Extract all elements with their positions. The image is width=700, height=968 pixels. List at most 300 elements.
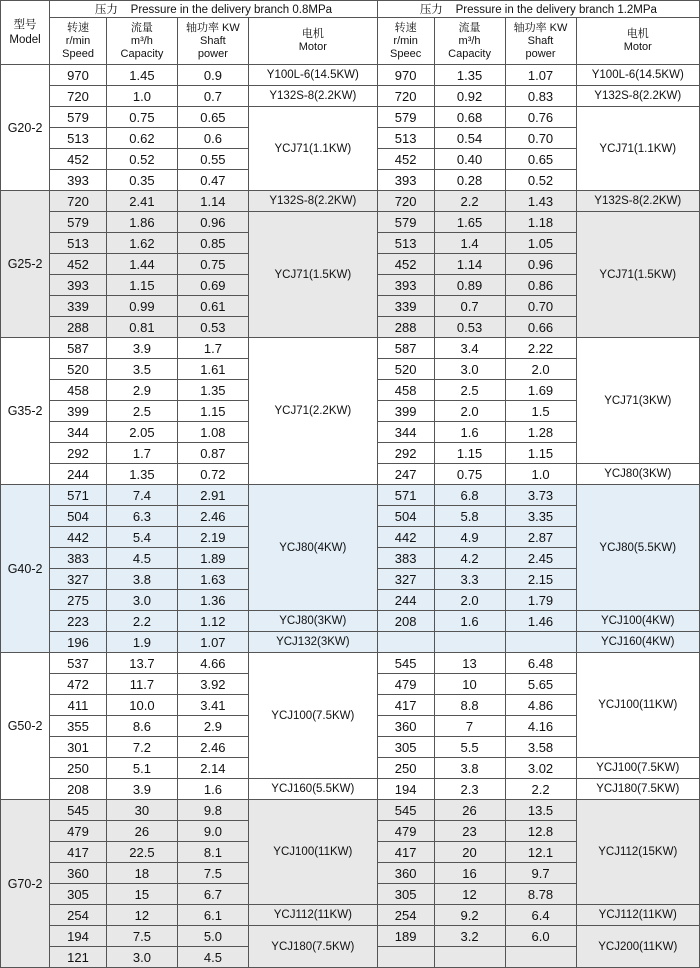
left-motor-cell: YCJ71(1.1KW) (248, 107, 377, 191)
right-speed-cell: 579 (377, 107, 434, 128)
column-header-row (1, 18, 700, 65)
left-speed-cell: 970 (50, 65, 107, 86)
column-header-text: Motor (298, 41, 327, 53)
left-shaft-power-cell: 2.91 (177, 485, 248, 506)
table-row (1, 485, 700, 506)
left-speed-cell: 244 (50, 464, 107, 485)
left-capacity-cell: 8.6 (106, 716, 177, 737)
right-speed-cell: 417 (377, 842, 434, 863)
left-capacity-cell: 0.62 (106, 128, 177, 149)
left-speed-cell: 479 (50, 821, 107, 842)
left-shaft-power-cell: 1.07 (177, 632, 248, 653)
right-motor-cell: Y100L-6(14.5KW) (576, 65, 699, 86)
left-capacity-cell: 13.7 (106, 653, 177, 674)
left-capacity-cell: 5.4 (106, 527, 177, 548)
right-speed-cell: 579 (377, 212, 434, 233)
right-capacity-cell: 7 (434, 716, 505, 737)
column-header-text: Capacity (448, 47, 491, 60)
left-shaft-power-cell: 5.0 (177, 926, 248, 947)
left-motor-cell: YCJ71(1.5KW) (248, 212, 377, 338)
column-header-text: r/min (393, 34, 418, 47)
right-motor-cell: YCJ71(1.1KW) (576, 107, 699, 191)
left-shaft-power-cell: 0.69 (177, 275, 248, 296)
right-shaft-power-cell: 12.1 (505, 842, 576, 863)
right-speed-cell: 417 (377, 695, 434, 716)
table-row (1, 65, 700, 86)
left-shaft-power-cell: 0.53 (177, 317, 248, 338)
left-speed-cell: 194 (50, 926, 107, 947)
right-shaft-power-cell: 3.02 (505, 758, 576, 779)
left-speed-cell: 411 (50, 695, 107, 716)
left-speed-cell: 579 (50, 212, 107, 233)
right-speed-cell: 571 (377, 485, 434, 506)
left-speed-cell: 254 (50, 905, 107, 926)
left-shaft-power-cell: 0.7 (177, 86, 248, 107)
right-shaft-power-cell: 0.70 (505, 296, 576, 317)
right-capacity-cell: 0.89 (434, 275, 505, 296)
right-capacity-cell: 1.6 (434, 422, 505, 443)
table-row (1, 800, 700, 821)
right-capacity-cell: 3.2 (434, 926, 505, 947)
right-capacity-cell: 4.9 (434, 527, 505, 548)
left-speed-cell: 537 (50, 653, 107, 674)
model-cell: G25-2 (1, 191, 50, 338)
right-capacity-cell: 3.8 (434, 758, 505, 779)
left-speed-cell: 504 (50, 506, 107, 527)
right-speed-cell: 545 (377, 800, 434, 821)
right-capacity-cell: 5.5 (434, 737, 505, 758)
left-shaft-power-cell: 1.7 (177, 338, 248, 359)
right-capacity-cell: 3.4 (434, 338, 505, 359)
right-speed-cell: 452 (377, 254, 434, 275)
right-speed-cell: 442 (377, 527, 434, 548)
right-column-header-0 (377, 18, 434, 65)
right-speed-cell: 292 (377, 443, 434, 464)
right-shaft-power-cell: 0.52 (505, 170, 576, 191)
right-capacity-cell: 0.28 (434, 170, 505, 191)
left-capacity-cell: 26 (106, 821, 177, 842)
model-cell: G20-2 (1, 65, 50, 191)
left-shaft-power-cell: 1.36 (177, 590, 248, 611)
right-motor-cell: YCJ160(4KW) (576, 632, 699, 653)
column-header-text: m³/h (130, 34, 153, 47)
pressure-header-row (1, 1, 700, 18)
left-capacity-cell: 0.35 (106, 170, 177, 191)
left-speed-cell: 288 (50, 317, 107, 338)
left-capacity-cell: 3.9 (106, 338, 177, 359)
right-speed-cell: 479 (377, 674, 434, 695)
right-shaft-power-cell: 3.58 (505, 737, 576, 758)
right-capacity-cell: 1.4 (434, 233, 505, 254)
left-shaft-power-cell: 0.6 (177, 128, 248, 149)
left-shaft-power-cell: 0.55 (177, 149, 248, 170)
left-speed-cell: 360 (50, 863, 107, 884)
left-capacity-cell: 2.9 (106, 380, 177, 401)
left-speed-cell: 520 (50, 359, 107, 380)
left-motor-cell: YCJ71(2.2KW) (248, 338, 377, 485)
right-shaft-power-cell: 1.15 (505, 443, 576, 464)
left-capacity-cell: 3.5 (106, 359, 177, 380)
right-motor-cell: YCJ112(15KW) (576, 800, 699, 905)
left-capacity-cell: 2.05 (106, 422, 177, 443)
left-speed-cell: 393 (50, 170, 107, 191)
left-capacity-cell: 1.35 (106, 464, 177, 485)
table-row (1, 905, 700, 926)
right-speed-cell: 327 (377, 569, 434, 590)
model-header (1, 1, 50, 65)
left-shaft-power-cell: 0.75 (177, 254, 248, 275)
right-capacity-cell: 0.92 (434, 86, 505, 107)
left-column-header-0 (50, 18, 107, 65)
left-speed-cell: 208 (50, 779, 107, 800)
right-speed-cell: 513 (377, 233, 434, 254)
right-shaft-power-cell: 1.28 (505, 422, 576, 443)
left-speed-cell: 196 (50, 632, 107, 653)
column-header-text: 流量 (458, 21, 481, 34)
right-speed-cell: 520 (377, 359, 434, 380)
left-speed-cell: 571 (50, 485, 107, 506)
left-capacity-cell: 6.3 (106, 506, 177, 527)
left-shaft-power-cell: 6.7 (177, 884, 248, 905)
right-motor-cell: YCJ71(1.5KW) (576, 212, 699, 338)
right-shaft-power-cell: 1.0 (505, 464, 576, 485)
right-speed-cell: 393 (377, 275, 434, 296)
left-motor-cell: YCJ132(3KW) (248, 632, 377, 653)
model-cell: G35-2 (1, 338, 50, 485)
left-capacity-cell: 0.75 (106, 107, 177, 128)
left-shaft-power-cell: 0.47 (177, 170, 248, 191)
left-speed-cell: 513 (50, 233, 107, 254)
left-speed-cell: 393 (50, 275, 107, 296)
left-capacity-cell: 11.7 (106, 674, 177, 695)
right-shaft-power-cell: 1.05 (505, 233, 576, 254)
column-header-text: 转速 (67, 21, 90, 34)
right-speed-cell: 383 (377, 548, 434, 569)
right-speed-cell: 244 (377, 590, 434, 611)
right-motor-cell: Y132S-8(2.2KW) (576, 86, 699, 107)
right-capacity-cell: 1.14 (434, 254, 505, 275)
right-pressure-header (377, 1, 699, 18)
column-header-text: power (525, 47, 556, 60)
right-motor-cell: YCJ180(7.5KW) (576, 779, 699, 800)
column-header-text: 轴功率 KW (186, 21, 240, 34)
right-capacity-cell: 0.75 (434, 464, 505, 485)
right-speed-cell: 513 (377, 128, 434, 149)
right-shaft-power-cell: 0.65 (505, 149, 576, 170)
left-motor-cell: YCJ100(11KW) (248, 800, 377, 905)
right-capacity-cell: 9.2 (434, 905, 505, 926)
left-capacity-cell: 3.9 (106, 779, 177, 800)
left-speed-cell: 579 (50, 107, 107, 128)
left-capacity-cell: 1.7 (106, 443, 177, 464)
right-capacity-cell: 1.15 (434, 443, 505, 464)
right-shaft-power-cell: 2.87 (505, 527, 576, 548)
right-shaft-power-cell: 2.2 (505, 779, 576, 800)
left-capacity-cell: 7.2 (106, 737, 177, 758)
column-header-text: Motor (623, 41, 652, 53)
table-row (1, 86, 700, 107)
right-shaft-power-cell: 8.78 (505, 884, 576, 905)
right-motor-cell: YCJ71(3KW) (576, 338, 699, 464)
right-capacity-cell: 2.0 (434, 401, 505, 422)
left-shaft-power-cell: 1.08 (177, 422, 248, 443)
left-column-header-2 (177, 18, 248, 65)
model-cell: G70-2 (1, 800, 50, 968)
left-capacity-cell: 2.5 (106, 401, 177, 422)
right-speed-cell: 250 (377, 758, 434, 779)
right-speed-cell: 720 (377, 191, 434, 212)
right-capacity-cell: 2.0 (434, 590, 505, 611)
left-motor-cell: YCJ112(11KW) (248, 905, 377, 926)
column-header-text: Speec (390, 47, 422, 60)
left-shaft-power-cell: 2.14 (177, 758, 248, 779)
right-shaft-power-cell: 1.69 (505, 380, 576, 401)
left-shaft-power-cell: 0.9 (177, 65, 248, 86)
left-capacity-cell: 1.15 (106, 275, 177, 296)
right-speed-cell: 339 (377, 296, 434, 317)
right-shaft-power-cell: 9.7 (505, 863, 576, 884)
left-capacity-cell: 1.62 (106, 233, 177, 254)
right-capacity-cell: 1.35 (434, 65, 505, 86)
right-speed-cell: 360 (377, 863, 434, 884)
left-shaft-power-cell: 2.9 (177, 716, 248, 737)
left-shaft-power-cell: 1.6 (177, 779, 248, 800)
left-capacity-cell: 30 (106, 800, 177, 821)
right-speed-cell: 208 (377, 611, 434, 632)
right-speed-cell: 305 (377, 737, 434, 758)
right-shaft-power-cell: 6.4 (505, 905, 576, 926)
left-capacity-cell: 1.9 (106, 632, 177, 653)
right-speed-cell: 189 (377, 926, 434, 947)
column-header-text: 轴功率 KW (513, 21, 568, 34)
right-shaft-power-cell: 0.83 (505, 86, 576, 107)
left-motor-cell: YCJ180(7.5KW) (248, 926, 377, 968)
left-shaft-power-cell: 9.0 (177, 821, 248, 842)
right-column-header-3 (576, 18, 699, 65)
right-shaft-power-cell: 1.07 (505, 65, 576, 86)
left-capacity-cell: 1.45 (106, 65, 177, 86)
table-row (1, 779, 700, 800)
table-row (1, 632, 700, 653)
left-motor-cell: YCJ100(7.5KW) (248, 653, 377, 779)
right-speed-cell: 194 (377, 779, 434, 800)
left-speed-cell: 301 (50, 737, 107, 758)
left-capacity-cell: 15 (106, 884, 177, 905)
model-header-en: Model (9, 33, 41, 46)
right-shaft-power-cell: 1.18 (505, 212, 576, 233)
column-header-text: r/min (65, 34, 91, 47)
left-shaft-power-cell: 1.15 (177, 401, 248, 422)
left-speed-cell: 250 (50, 758, 107, 779)
right-capacity-cell: 4.2 (434, 548, 505, 569)
right-shaft-power-cell: 1.5 (505, 401, 576, 422)
right-speed-cell: 970 (377, 65, 434, 86)
left-speed-cell: 339 (50, 296, 107, 317)
right-shaft-power-cell: 5.65 (505, 674, 576, 695)
column-header-text: 电机 (301, 28, 324, 40)
left-capacity-cell: 4.5 (106, 548, 177, 569)
left-speed-cell: 327 (50, 569, 107, 590)
left-shaft-power-cell: 7.5 (177, 863, 248, 884)
right-speed-cell (377, 632, 434, 653)
right-shaft-power-cell: 0.70 (505, 128, 576, 149)
left-speed-cell: 223 (50, 611, 107, 632)
right-motor-cell: YCJ100(4KW) (576, 611, 699, 632)
right-capacity-cell: 0.40 (434, 149, 505, 170)
left-speed-cell: 720 (50, 191, 107, 212)
right-shaft-power-cell: 6.0 (505, 926, 576, 947)
right-capacity-cell: 6.8 (434, 485, 505, 506)
left-capacity-cell: 3.8 (106, 569, 177, 590)
right-speed-cell: 504 (377, 506, 434, 527)
left-capacity-cell: 3.0 (106, 590, 177, 611)
left-speed-cell: 587 (50, 338, 107, 359)
right-pressure-label: Pressure in the delivery branch 1.2MPa (455, 4, 657, 16)
right-speed-cell: 288 (377, 317, 434, 338)
left-shaft-power-cell: 3.41 (177, 695, 248, 716)
left-shaft-power-cell: 2.46 (177, 506, 248, 527)
right-shaft-power-cell: 2.15 (505, 569, 576, 590)
left-shaft-power-cell: 0.65 (177, 107, 248, 128)
left-speed-cell: 355 (50, 716, 107, 737)
right-capacity-cell: 13 (434, 653, 505, 674)
left-shaft-power-cell: 1.14 (177, 191, 248, 212)
left-capacity-cell: 5.1 (106, 758, 177, 779)
left-shaft-power-cell: 1.63 (177, 569, 248, 590)
left-shaft-power-cell: 8.1 (177, 842, 248, 863)
right-shaft-power-cell: 1.43 (505, 191, 576, 212)
left-capacity-cell: 0.52 (106, 149, 177, 170)
right-capacity-cell: 12 (434, 884, 505, 905)
left-shaft-power-cell: 0.96 (177, 212, 248, 233)
column-header-text: 转速 (394, 21, 417, 34)
right-capacity-cell: 26 (434, 800, 505, 821)
column-header-text: 电机 (626, 28, 649, 40)
right-capacity-cell: 23 (434, 821, 505, 842)
left-shaft-power-cell: 9.8 (177, 800, 248, 821)
right-speed-cell: 360 (377, 716, 434, 737)
left-motor-cell: YCJ80(4KW) (248, 485, 377, 611)
right-capacity-cell: 2.5 (434, 380, 505, 401)
right-shaft-power-cell: 0.96 (505, 254, 576, 275)
right-shaft-power-cell: 3.35 (505, 506, 576, 527)
right-speed-cell: 452 (377, 149, 434, 170)
left-capacity-cell: 10.0 (106, 695, 177, 716)
right-shaft-power-cell: 3.73 (505, 485, 576, 506)
right-motor-cell: YCJ100(7.5KW) (576, 758, 699, 779)
left-speed-cell: 472 (50, 674, 107, 695)
right-speed-cell: 458 (377, 380, 434, 401)
left-motor-cell: Y132S-8(2.2KW) (248, 86, 377, 107)
right-capacity-cell: 1.6 (434, 611, 505, 632)
left-shaft-power-cell: 0.72 (177, 464, 248, 485)
left-motor-cell: Y132S-8(2.2KW) (248, 191, 377, 212)
left-speed-cell: 417 (50, 842, 107, 863)
left-speed-cell: 452 (50, 149, 107, 170)
right-speed-cell: 479 (377, 821, 434, 842)
right-motor-cell: YCJ200(11KW) (576, 926, 699, 968)
left-capacity-cell: 1.0 (106, 86, 177, 107)
right-speed-cell: 393 (377, 170, 434, 191)
left-capacity-cell: 0.99 (106, 296, 177, 317)
left-shaft-power-cell: 1.89 (177, 548, 248, 569)
left-shaft-power-cell: 6.1 (177, 905, 248, 926)
right-capacity-cell: 5.8 (434, 506, 505, 527)
left-shaft-power-cell: 2.46 (177, 737, 248, 758)
right-shaft-power-cell: 2.45 (505, 548, 576, 569)
right-speed-cell: 545 (377, 653, 434, 674)
right-shaft-power-cell: 2.0 (505, 359, 576, 380)
column-header-text: Shaft (527, 34, 554, 47)
right-capacity-cell: 0.7 (434, 296, 505, 317)
left-capacity-cell: 22.5 (106, 842, 177, 863)
right-shaft-power-cell: 0.76 (505, 107, 576, 128)
column-header-text: Speed (62, 47, 94, 60)
left-capacity-cell: 1.86 (106, 212, 177, 233)
pressure-label-cn: 压力 (419, 4, 443, 16)
right-speed-cell (377, 947, 434, 968)
column-header-text: m³/h (458, 34, 481, 47)
table-row (1, 926, 700, 947)
left-shaft-power-cell: 1.61 (177, 359, 248, 380)
right-shaft-power-cell: 4.86 (505, 695, 576, 716)
left-shaft-power-cell: 0.87 (177, 443, 248, 464)
column-header-text: 流量 (130, 21, 153, 34)
left-capacity-cell: 7.4 (106, 485, 177, 506)
model-cell: G50-2 (1, 653, 50, 800)
left-shaft-power-cell: 2.19 (177, 527, 248, 548)
left-speed-cell: 545 (50, 800, 107, 821)
left-speed-cell: 121 (50, 947, 107, 968)
right-capacity-cell: 3.0 (434, 359, 505, 380)
right-capacity-cell: 8.8 (434, 695, 505, 716)
left-speed-cell: 513 (50, 128, 107, 149)
left-pressure-header (50, 1, 378, 18)
left-capacity-cell: 2.41 (106, 191, 177, 212)
table-row (1, 338, 700, 359)
table-row (1, 107, 700, 128)
right-speed-cell: 305 (377, 884, 434, 905)
right-shaft-power-cell: 1.79 (505, 590, 576, 611)
right-speed-cell: 587 (377, 338, 434, 359)
left-capacity-cell: 0.81 (106, 317, 177, 338)
right-shaft-power-cell: 6.48 (505, 653, 576, 674)
left-capacity-cell: 12 (106, 905, 177, 926)
right-speed-cell: 247 (377, 464, 434, 485)
right-motor-cell: Y132S-8(2.2KW) (576, 191, 699, 212)
left-speed-cell: 442 (50, 527, 107, 548)
right-motor-cell: YCJ100(11KW) (576, 653, 699, 758)
right-capacity-cell: 2.2 (434, 191, 505, 212)
right-shaft-power-cell: 0.66 (505, 317, 576, 338)
right-capacity-cell (434, 947, 505, 968)
right-capacity-cell: 2.3 (434, 779, 505, 800)
right-column-header-2 (505, 18, 576, 65)
right-capacity-cell: 20 (434, 842, 505, 863)
left-shaft-power-cell: 1.12 (177, 611, 248, 632)
right-motor-cell: YCJ112(11KW) (576, 905, 699, 926)
left-shaft-power-cell: 0.85 (177, 233, 248, 254)
right-capacity-cell: 3.3 (434, 569, 505, 590)
right-speed-cell: 399 (377, 401, 434, 422)
right-speed-cell: 254 (377, 905, 434, 926)
right-capacity-cell: 0.53 (434, 317, 505, 338)
left-speed-cell: 452 (50, 254, 107, 275)
column-header-text: Capacity (120, 47, 164, 60)
right-capacity-cell: 0.68 (434, 107, 505, 128)
pressure-label-cn: 压力 (94, 4, 118, 16)
left-pressure-label: Pressure in the delivery branch 0.8MPa (130, 4, 333, 16)
